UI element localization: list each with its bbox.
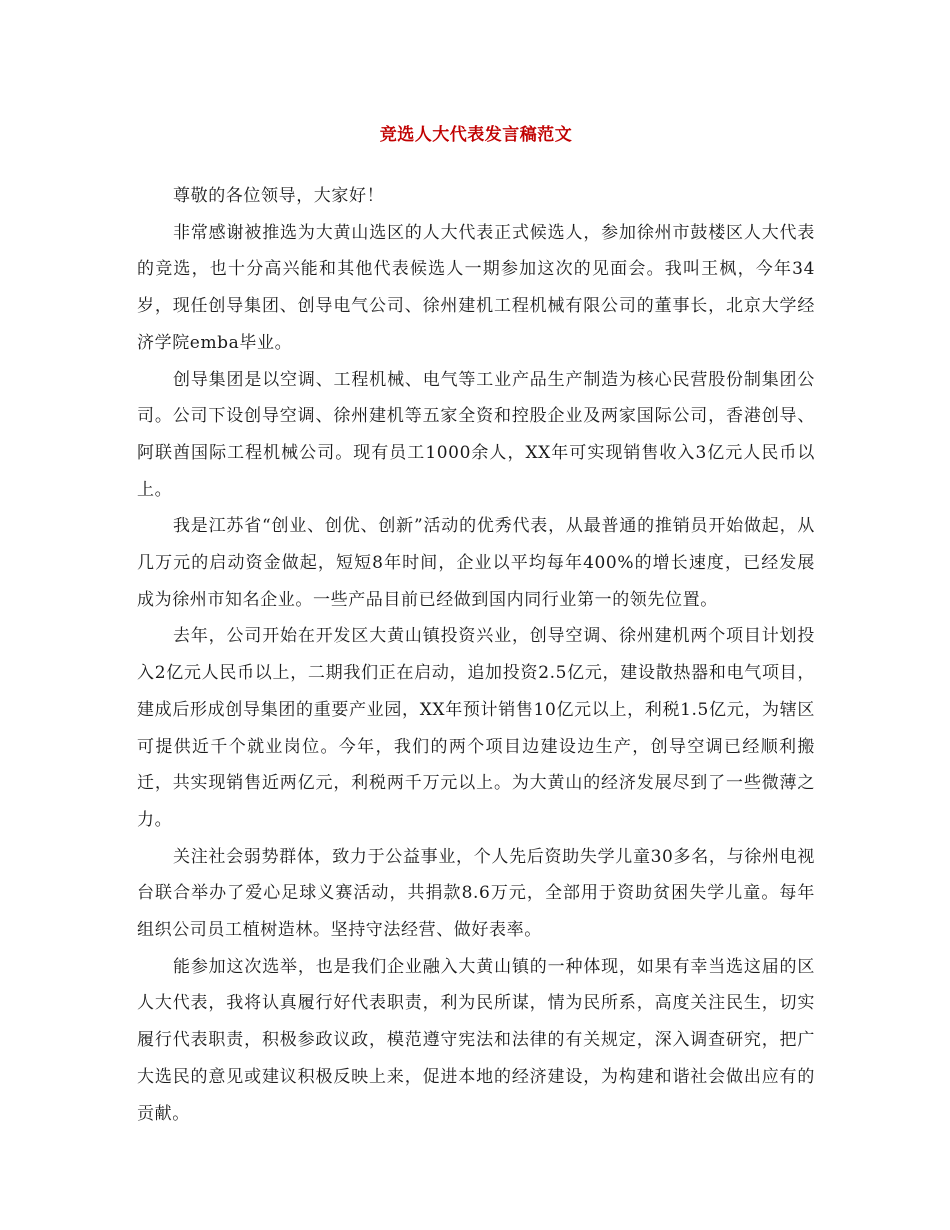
paragraph-investment: 去年，公司开始在开发区大黄山镇投资兴业，创导空调、徐州建机两个项目计划投入2亿元人民币以上，二期我们正在启动，追加投资2.5亿元，建设散热器和电气项目，建成后形成创导集团的重要产业园，XX年预计销售10亿元以上，利税1.5亿元，为辖区可提供近千个就业岗位。今年，我们的两个项目边建设边生产，创导空调已经顺利搬迁，共实现销售近两亿元，利税两千万元以上。为大黄山的经济发展尽到了一些微薄之力。 [137, 626, 815, 830]
document-body [137, 178, 815, 1132]
document-title: 竞选人大代表发言稿范文 [379, 125, 573, 145]
paragraph-pledge: 能参加这次选举，也是我们企业融入大黄山镇的一种体现，如果有幸当选这届的区人大代表，我将认真履行好代表职责，利为民所谋，情为民所系，高度关注民生，切实履行代表职责，积极参政议政，模范遵守宪法和法律的有关规定，深入调查研究，把广大选民的意见或建议积极反映上来，促进本地的经济建设，为构建和谐社会做出应有的贡献。 [137, 956, 815, 1124]
paragraph-achievements: 我是江苏省“创业、创优、创新”活动的优秀代表，从最普通的推销员开始做起，从几万元的启动资金做起，短短8年时间，企业以平均每年400%的增长速度，已经发展成为徐州市知名企业。一些产品目前已经做到国内同行业第一的领先位置。 [137, 516, 815, 610]
paragraph-greeting: 尊敬的各位领导，大家好！ [173, 186, 385, 206]
paragraph-charity: 关注社会弱势群体，致力于公益事业，个人先后资助失学儿童30多名，与徐州电视台联合举办了爱心足球义赛活动，共捐款8.6万元，全部用于资助贫困失学儿童。每年组织公司员工植树造林。坚持守法经营、做好表率。 [137, 846, 815, 941]
paragraph-introduction: 非常感谢被推选为大黄山选区的人大代表正式候选人，参加徐州市鼓楼区人大代表的竞选，也十分高兴能和其他代表候选人一期参加这次的见面会。我叫王枫，今年34岁，现任创导集团、创导电气公司、徐州建机工程机械有限公司的董事长，北京大学经济学院emba毕业。 [137, 222, 815, 353]
paragraph-company-profile: 创导集团是以空调、工程机械、电气等工业产品生产制造为核心民营股份制集团公司。公司下设创导空调、徐州建机等五家全资和控股企业及两家国际公司，香港创导、阿联酋国际工程机械公司。现有员工1000余人，XX年可实现销售收入3亿元人民币以上。 [137, 369, 815, 500]
